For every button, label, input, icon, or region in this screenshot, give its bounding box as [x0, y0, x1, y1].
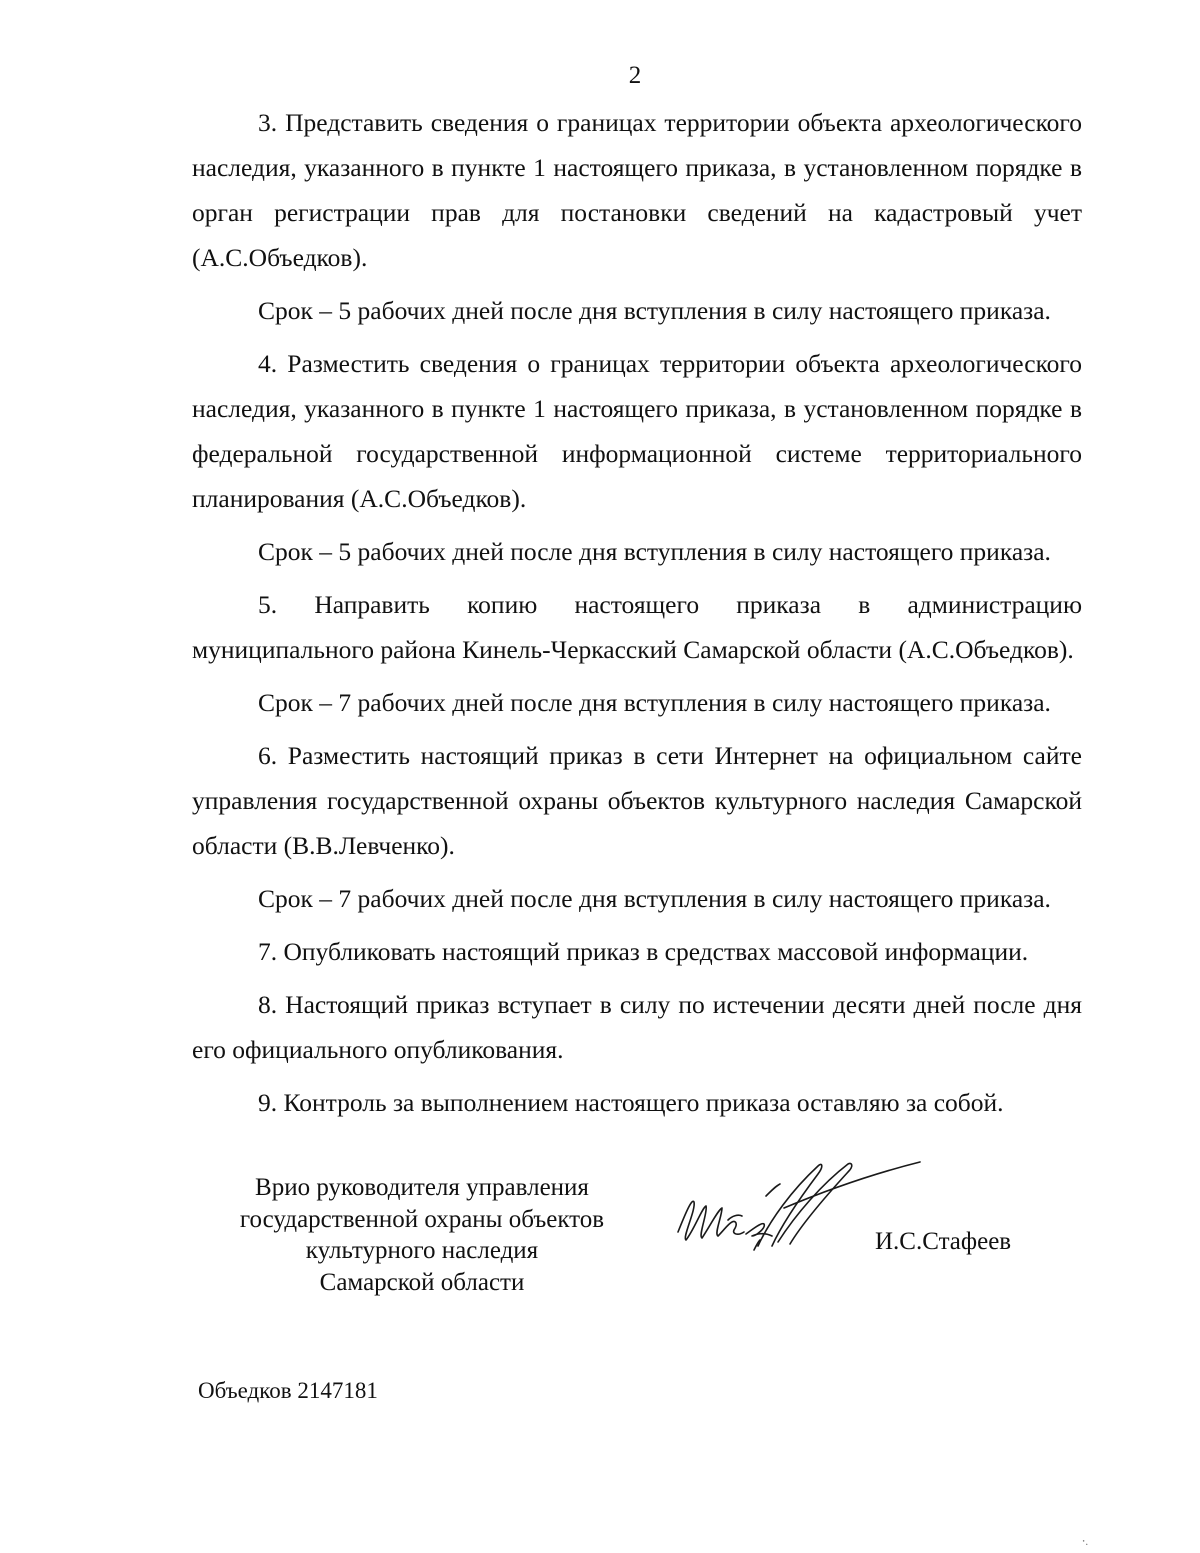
signer-title-line: государственной охраны объектов — [239, 1205, 605, 1233]
signer-name: И.С.Стафеев — [875, 1228, 1012, 1255]
deadline-item-6: Срок – 7 рабочих дней после дня вступления в силу настоящего приказа. — [258, 884, 1051, 913]
deadline-item-3: Срок – 5 рабочих дней после дня вступления в силу настоящего приказа. — [258, 296, 1051, 325]
deadline-item-5: Срок – 7 рабочих дней после дня вступления в силу настоящего приказа. — [258, 688, 1051, 717]
paragraph-item-3: 3. Представить сведения о границах территории объекта археологического наследия, указанного в пункте 1 настоящего приказа, в установленном порядке в орган регистрации прав для постановки сведений на кадастровый учет (А.С.Объедков). — [192, 108, 1082, 272]
signer-title-line: Врио руководителя управления — [255, 1174, 589, 1201]
document-body — [192, 100, 1082, 1133]
corner-mark: ⸱. — [1082, 1534, 1089, 1548]
handwritten-signature — [672, 1150, 932, 1280]
paragraph-item-7: 7. Опубликовать настоящий приказ в средствах массовой информации. — [258, 937, 1029, 966]
paragraph-item-6: 6. Разместить настоящий приказ в сети Интернет на официальном сайте управления государственной охраны объектов культурного наследия Самарской области (В.В.Левченко). — [192, 741, 1082, 860]
paragraph-item-9: 9. Контроль за выполнением настоящего приказа оставляю за собой. — [258, 1088, 1004, 1117]
contact-line: Объедков 2147181 — [198, 1378, 378, 1403]
page-number: 2 — [628, 62, 642, 89]
deadline-item-4: Срок – 5 рабочих дней после дня вступления в силу настоящего приказа. — [258, 537, 1051, 566]
signer-title-line: Самарской области — [319, 1268, 525, 1296]
signer-title-block — [192, 1172, 652, 1298]
signer-title-line: культурного наследия — [305, 1237, 539, 1264]
paragraph-item-5: 5. Направить копию настоящего приказа в администрацию муниципального района Кинель-Черкасский Самарской области (А.С.Объедков). — [192, 590, 1082, 664]
paragraph-item-8: 8. Настоящий приказ вступает в силу по истечении десяти дней после дня его официального опубликования. — [192, 990, 1082, 1064]
paragraph-item-4: 4. Разместить сведения о границах территории объекта археологического наследия, указанного в пункте 1 настоящего приказа, в установленном порядке в федеральной государственной информационной системе территориального планирования (А.С.Объедков). — [192, 349, 1082, 513]
